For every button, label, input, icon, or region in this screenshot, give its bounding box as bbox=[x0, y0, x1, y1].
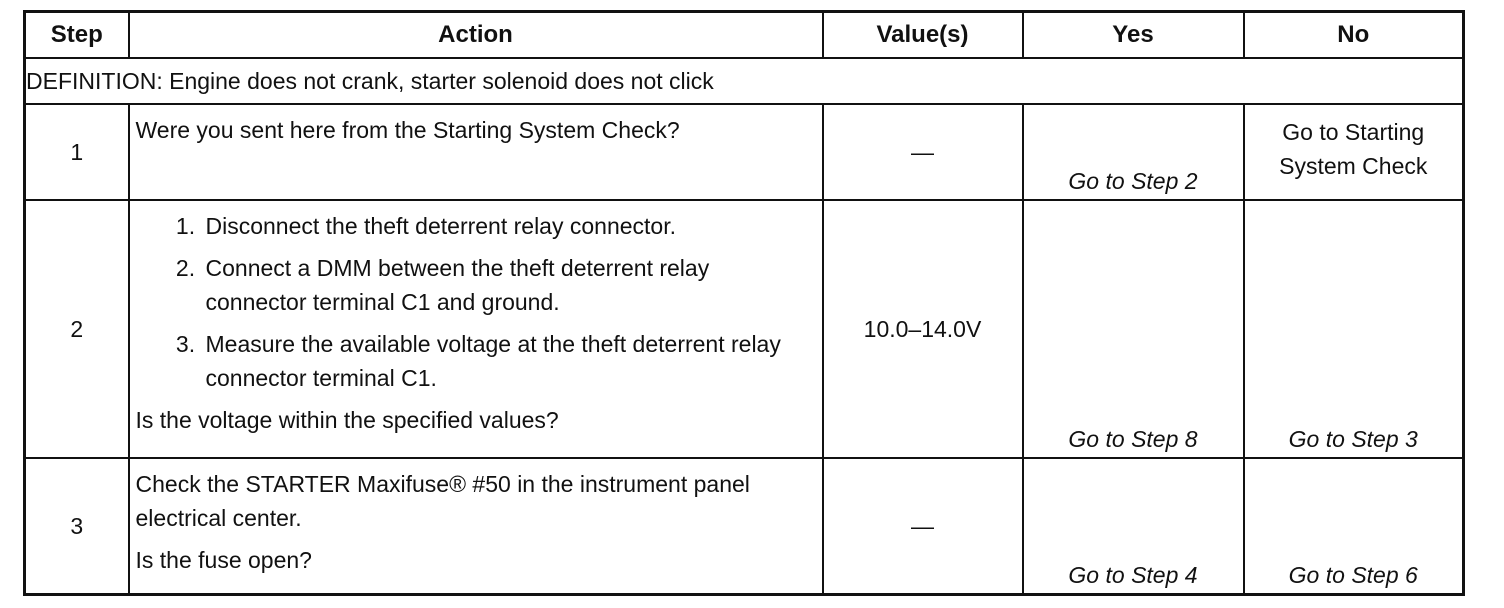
definition-text: DEFINITION: Engine does not crank, starter solenoid does not click bbox=[25, 58, 1464, 104]
substep-item: 3. Measure the available voltage at the theft deterrent relay connector terminal C1. bbox=[202, 327, 816, 395]
value-cell: — bbox=[823, 104, 1023, 200]
no-result: Go to Step 6 bbox=[1244, 458, 1464, 595]
header-action: Action bbox=[129, 12, 823, 59]
no-result bbox=[1244, 104, 1464, 200]
table-row bbox=[25, 200, 1464, 458]
action-cell bbox=[129, 458, 823, 595]
header-values: Value(s) bbox=[823, 12, 1023, 59]
header-step: Step bbox=[25, 12, 129, 59]
diagnostic-table bbox=[23, 10, 1465, 596]
action-question: Is the fuse open? bbox=[135, 547, 312, 573]
action-cell bbox=[129, 200, 823, 458]
action-text: Were you sent here from the Starting System Check? bbox=[129, 104, 823, 200]
table-row bbox=[25, 458, 1464, 595]
action-text: Check the STARTER Maxifuse® #50 in the instrument panel electrical center. bbox=[135, 471, 750, 531]
no-result-line-2: System Check bbox=[1279, 153, 1428, 179]
substep-list bbox=[136, 209, 816, 395]
substep-item: 2. Connect a DMM between the theft deterrent relay connector terminal C1 and ground. bbox=[202, 251, 816, 319]
header-no: No bbox=[1244, 12, 1464, 59]
table-row bbox=[25, 104, 1464, 200]
definition-row bbox=[25, 58, 1464, 104]
no-result: Go to Step 3 bbox=[1244, 200, 1464, 458]
step-number: 3 bbox=[25, 458, 129, 595]
step-number: 2 bbox=[25, 200, 129, 458]
step-number: 1 bbox=[25, 104, 129, 200]
yes-result: Go to Step 2 bbox=[1023, 104, 1244, 200]
header-yes: Yes bbox=[1023, 12, 1244, 59]
no-result-line-1: Go to Starting bbox=[1282, 119, 1425, 145]
substep-item: 1. Disconnect the theft deterrent relay connector. bbox=[202, 209, 816, 243]
action-question: Is the voltage within the specified values? bbox=[135, 407, 559, 433]
yes-result: Go to Step 8 bbox=[1023, 200, 1244, 458]
value-cell: 10.0–14.0V bbox=[823, 200, 1023, 458]
header-row bbox=[25, 12, 1464, 59]
yes-result: Go to Step 4 bbox=[1023, 458, 1244, 595]
value-cell: — bbox=[823, 458, 1023, 595]
